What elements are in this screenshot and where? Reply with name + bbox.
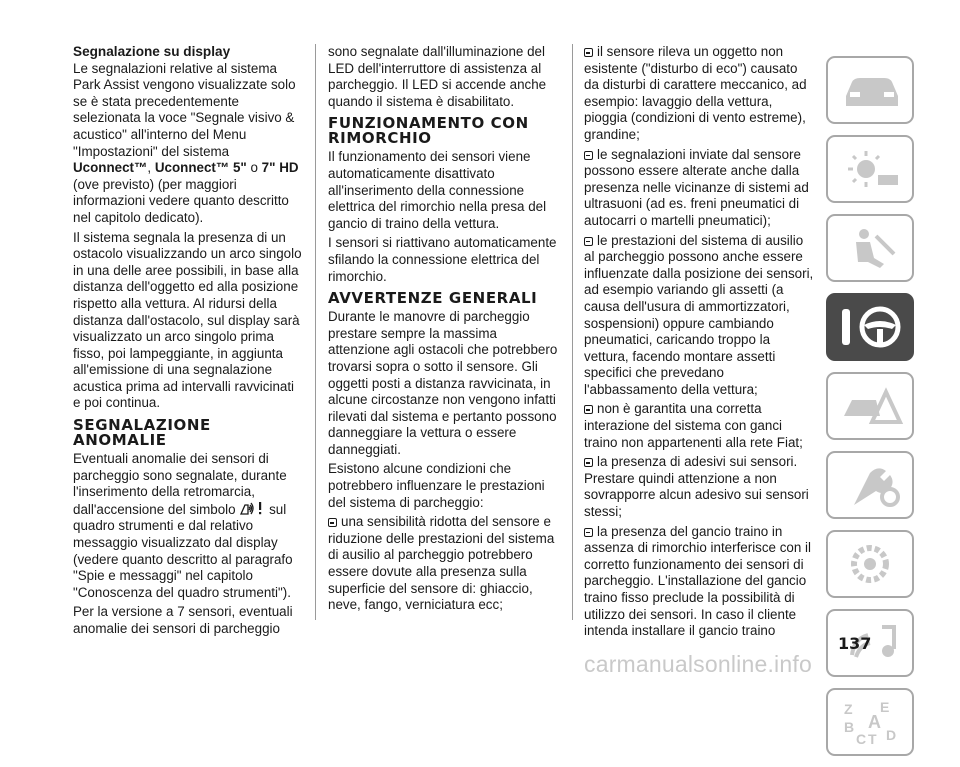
paragraph-text: o	[246, 160, 262, 176]
list-item-text: il sensore rileva un oggetto non esistente ("disturbo di eco") causato da disturbi di carattere meccanico, ad esempio: lavaggio della vettura, pioggia (condizioni di vento estreme), grandine;	[584, 44, 807, 142]
paragraph	[73, 451, 303, 601]
list-item-text: la presenza del gancio traino in assenza di rimorchio interferisce con il corretto funzionamento dei sensori di parcheggio. L'installazione del gancio traino fisso preclude la possibilità di utilizzo dei sensori. In caso il cliente intenda installare il gancio traino	[584, 523, 811, 639]
list-item	[584, 401, 814, 451]
column-divider	[315, 44, 316, 620]
separator: ,	[147, 160, 155, 176]
paragraph-text: sul quadro strumenti e dal relativo messaggio visualizzato dal display (vedere quanto descritto al paragrafo "Spie e messaggi" nel capitolo "Conoscenza del quadro strumenti").	[73, 501, 293, 600]
paragraph: Il funzionamento dei sensori viene automaticamente disattivato all'inserimento della connessione elettrica del rimorchio nella presa del gancio di traino della vettura.	[328, 149, 547, 231]
breakdown-triangle-icon	[840, 382, 904, 430]
list-item	[584, 454, 814, 520]
brand-name: 7" HD	[261, 160, 299, 176]
paragraph: Per la versione a 7 sensori, eventuali anomalie dei sensori di parcheggio	[73, 604, 293, 636]
paragraph-text: (ove previsto) (per maggiori informazioni vedere quanto descritto nel capitolo dedicato).	[73, 176, 289, 225]
list-item	[584, 147, 814, 230]
list-item-text: le prestazioni del sistema di ausilio al parcheggio possono anche essere influenzate dalla posizione dei sensori, ad esempio variando gli assetti (a causa dell'usura di ammortizzatori, sospensioni) oppure cambiando pneumatici, caricando troppo la vettura, facendo montare assetti specifici che prevedano l'abbassamento della vettura;	[584, 232, 814, 397]
list-item-text: non è garantita una corretta interazione del sistema con ganci traino non appartenenti alla rete Fiat;	[584, 401, 803, 450]
list-item	[584, 233, 814, 399]
bullet-icon	[584, 151, 593, 160]
bullet-icon	[584, 237, 593, 246]
section-heading-display: Segnalazione su display	[73, 44, 231, 59]
bullet-icon	[584, 528, 593, 537]
paragraph: Il sistema segnala la presenza di un ostacolo visualizzando un arco singolo in una delle aree possibili, in base alla distanza dell'oggetto ed alla posizione rispetto alla vettura. Al ridursi della distanza dall'ostacolo, sul display sarà visualizzato un arco singolo prima fisso, poi lampeggiante, in aggiunta all'emissione di una segnalazione acustica prima ad intervalli ravvicinati e poi continua.	[73, 229, 302, 411]
paragraph	[73, 61, 303, 227]
brand-name: Uconnect™	[73, 160, 148, 176]
bullet-icon	[584, 405, 593, 414]
list-item	[584, 44, 814, 144]
alphabetical-index-icon	[840, 698, 904, 746]
airbag-seatbelt-icon	[840, 224, 904, 272]
section-heading-warnings: AVVERTENZE GENERALI	[328, 289, 538, 308]
tab-emergency[interactable]	[826, 372, 914, 440]
list-item	[584, 524, 814, 640]
text-column-2	[328, 44, 558, 617]
index-letter: B	[844, 719, 855, 735]
paragraph: Esistono alcune condizioni che potrebbero influenzare le prestazioni del sistema di parcheggio:	[328, 461, 545, 510]
tab-dashboard[interactable]	[826, 56, 914, 124]
index-letter: C	[856, 731, 867, 746]
tab-maintenance[interactable]	[826, 451, 914, 519]
warning-lights-icon	[840, 145, 904, 193]
page-number: 137	[838, 634, 872, 653]
section-heading-anomalies: SEGNALAZIONE ANOMALIE	[73, 416, 211, 450]
car-dashboard-icon	[840, 66, 904, 114]
index-letter: Z	[844, 701, 853, 717]
paragraph: sono segnalate dall'illuminazione del LED dell'interruttore di assistenza al parcheggio. Il LED si accende anche quando il sistema è disabilitato.	[328, 44, 547, 109]
text-column-1	[73, 44, 303, 641]
tab-technical-data[interactable]	[826, 530, 914, 598]
chapter-tabs	[826, 56, 914, 767]
tab-index[interactable]	[826, 688, 914, 756]
index-letter: T	[868, 731, 877, 746]
column-divider	[572, 44, 573, 620]
list-item-text: le segnalazioni inviate dal sensore possono essere alterate anche dalla presenza nelle vicinanze di sistemi ad ultrasuoni (ad es. freni pneumatici di autocarri o martelli pneumatici);	[584, 146, 809, 228]
index-letter: A	[868, 712, 881, 732]
tab-safety[interactable]	[826, 214, 914, 282]
list-item	[328, 514, 558, 614]
list-item-text: la presenza di adesivi sui sensori. Prestare quindi attenzione a non sovrapporre alcun adesivo sui sensori stessi;	[584, 454, 809, 520]
bullet-icon	[584, 48, 593, 57]
park-sensor-warning-icon	[239, 501, 265, 515]
paragraph: Durante le manovre di parcheggio prestare sempre la massima attenzione agli ostacoli che potrebbero trovarsi sopra o sotto il sensore. Gli oggetti posti a distanza ravvicinata, in alcune circostanze non vengono infatti rilevati dal sistema e pertanto possono danneggiare la vettura o essere danneggiati.	[328, 309, 558, 457]
bullet-icon	[584, 458, 593, 467]
paragraph-text: Eventuali anomalie dei sensori di parcheggio sono segnalate, durante l'inserimento della retromarcia, dall'accensione del simbolo	[73, 451, 287, 517]
list-item-text: una sensibilità ridotta del sensore e riduzione delle prestazioni del sistema di ausilio al parcheggio potrebbero essere dovute alla presenza sulla superficie del sensore di: ghiaccio, neve, fango, verniciatura ecc;	[328, 514, 555, 613]
wrench-service-icon	[840, 461, 904, 509]
bullet-icon	[328, 518, 337, 527]
tab-warning-lights[interactable]	[826, 135, 914, 203]
brand-name: Uconnect™ 5"	[154, 160, 247, 176]
tab-starting-driving[interactable]	[826, 293, 914, 361]
key-steering-wheel-icon	[840, 303, 904, 351]
technical-data-icon	[840, 540, 904, 588]
watermark-footer: carmanualsonline.info	[584, 651, 812, 677]
text-column-3	[584, 44, 814, 643]
paragraph: I sensori si riattivano automaticamente sfilando la connessione elettrica del rimorchio.	[328, 235, 557, 284]
section-heading-trailer: FUNZIONAMENTO CON RIMORCHIO	[328, 114, 529, 148]
index-letter: E	[880, 699, 890, 715]
index-letter: D	[886, 727, 897, 743]
paragraph-text: Le segnalazioni relative al sistema Park Assist vengono visualizzate solo se è stata precedentemente selezionata la voce "Segnale visivo & acustico" all'interno del Menu "Impostazioni" del sistema	[73, 60, 296, 159]
